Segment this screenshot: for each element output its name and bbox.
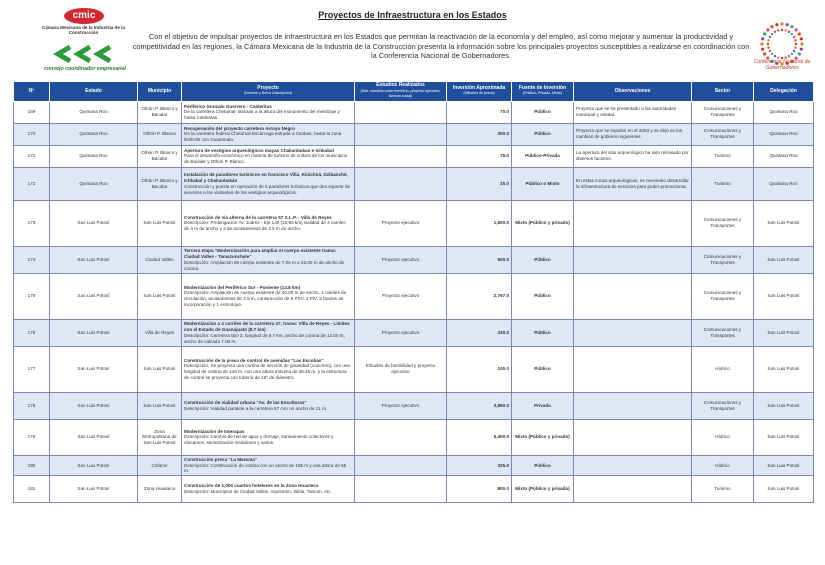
project-description: De la carretera federal Chetumal Escárcega entrada a Caobas, hasta la zona limítrofe con Guatemala. xyxy=(184,131,342,143)
cell-num: 176 xyxy=(14,319,50,346)
cell-sector: Hídrico xyxy=(692,455,754,475)
cell-estado: San Luis Potosí xyxy=(50,455,138,475)
col-delegacion: Delegación xyxy=(754,82,814,102)
table-row xyxy=(14,200,814,246)
cell-estado: Quintana Roo xyxy=(50,101,138,123)
cell-proyecto xyxy=(182,123,355,145)
table-row xyxy=(14,476,814,503)
project-title: Modernización de Interapas xyxy=(184,428,245,434)
cell-proyecto xyxy=(182,273,355,319)
col-estado: Estado xyxy=(50,82,138,102)
project-description: Descripción: Vialidad paralela a la carretera 57 con un ancho de 21 m. xyxy=(184,405,328,411)
table-row xyxy=(14,273,814,319)
cell-inversion: 330.0 xyxy=(447,319,512,346)
table-row xyxy=(14,346,814,392)
cell-proyecto xyxy=(182,246,355,273)
cell-municipio: Cofarce xyxy=(138,455,182,475)
project-title: Construcción de la presa de control de avenidas "Las Escobas" xyxy=(184,357,324,363)
cell-proyecto xyxy=(182,455,355,475)
cell-municipio: Villa de Reyes xyxy=(138,319,182,346)
cell-estudios xyxy=(355,419,447,455)
cell-municipio: Othón P. Blanco y Bacalar xyxy=(138,167,182,200)
cell-observaciones xyxy=(574,319,692,346)
project-description: Descripción: Prolongación Av. Juárez - Eje 140 (10.90 km) vialidad de 4 carriles de 4 m de ancho y 2 de acotamientos de 2.5 m de ancho. xyxy=(184,220,346,232)
cell-sector: Hídrico xyxy=(692,346,754,392)
cell-sector: Turismo xyxy=(692,167,754,200)
cell-delegacion: Quintana Roo xyxy=(754,145,814,167)
cell-estudios: Proyecto ejecutivo xyxy=(355,392,447,419)
cell-observaciones xyxy=(574,419,692,455)
cell-sector: Comunicaciones y Transportes xyxy=(692,273,754,319)
cell-inversion: 800.0 xyxy=(447,476,512,503)
cell-estado: San Luis Potosí xyxy=(50,419,138,455)
project-title: Recuperación del proyecto carretero Arroyo Negro xyxy=(184,125,295,131)
cmic-logo-mark: cmic xyxy=(64,8,104,24)
cell-inversion: 2,767.0 xyxy=(447,273,512,319)
project-description: Construcción y puesta en operación de 5 paradores turísticos que den soporte de servicios a los visitantes de los vestigios arqueológicos. xyxy=(184,183,350,195)
cell-inversion: 325.0 xyxy=(447,455,512,475)
project-description: De la carretera Chetumal- Bacalar a la altura del monumento del mestizaje y hasta Calderitas. xyxy=(184,109,340,121)
project-title: Tercera etapa "Modernización para ampliar el cuerpo existente tramo: Ciudad Valles - Tamazunchale" xyxy=(184,248,337,259)
col-num: Nº xyxy=(14,82,50,102)
cell-sector: Comunicaciones y Transportes xyxy=(692,319,754,346)
project-description: Descripción: Ampliación de cuerpo existente de 40.00 m de ancho, 4 carriles de circulación, acotamientos de 2.5 m, construcción de 5 PSV, 1 PIV, 2 brazos de incorporación y 1 entronque. xyxy=(184,290,347,308)
cell-proyecto xyxy=(182,392,355,419)
cell-estudios: Estudios de factibilidad y proyecto ejecutivo xyxy=(355,346,447,392)
cell-estudios xyxy=(355,455,447,475)
cell-sector: Comunicaciones y Transportes xyxy=(692,123,754,145)
cell-municipio: Zona Metropolitana de San Luis Potosí xyxy=(138,419,182,455)
cell-inversion: 300.0 xyxy=(447,123,512,145)
cell-num: 177 xyxy=(14,346,50,392)
cell-inversion: 70.0 xyxy=(447,101,512,123)
project-description: Para el desarrollo económico en materia de turismo de cultura de los municipios de Bacalar y Othón P. Blanco. xyxy=(184,153,348,165)
col-municipio: Municipio xyxy=(138,82,182,102)
cell-num: 169 xyxy=(14,101,50,123)
cell-estudios xyxy=(355,101,447,123)
cell-observaciones xyxy=(574,476,692,503)
cell-fuente: Público xyxy=(512,246,574,273)
cell-proyecto xyxy=(182,145,355,167)
projects-table xyxy=(13,81,814,503)
cell-num: 178 xyxy=(14,392,50,419)
cell-sector: Turismo xyxy=(692,476,754,503)
cell-observaciones xyxy=(574,200,692,246)
cell-fuente: Público xyxy=(512,455,574,475)
cell-sector: Turismo xyxy=(692,145,754,167)
cell-num: 175 xyxy=(14,273,50,319)
cell-municipio: San Luis Potosí xyxy=(138,200,182,246)
cell-inversion: 75.0 xyxy=(447,145,512,167)
cell-estudios: Proyecto ejecutivo xyxy=(355,246,447,273)
cell-estudios xyxy=(355,123,447,145)
cell-municipio: San Luis Potosí xyxy=(138,392,182,419)
cell-observaciones: En estas zonas arqueológicas, es necesario desarrollar la infraestructura de servicios para poder promocionar. xyxy=(574,167,692,200)
project-description: Descripción: Municipios de Ciudad Valles, Aquismón, Xilitla, Tamuín, etc. xyxy=(184,489,332,495)
table-row xyxy=(14,246,814,273)
table-row xyxy=(14,145,814,167)
project-title: Construcción de vía alterna de la carretera 57 S.L.P. - Villa de Reyes xyxy=(184,214,332,220)
cell-delegacion: San Luis Potosí xyxy=(754,200,814,246)
cell-sector: Comunicaciones y Transportes xyxy=(692,246,754,273)
project-title: Apertura de vestigios arqueológicos mayas Chakanbakan e Ichkabal xyxy=(184,147,334,153)
project-title: Modernización del Periférico Sur - Poniente (13.8 km) xyxy=(184,284,301,290)
cell-estado: San Luis Potosí xyxy=(50,200,138,246)
table-row xyxy=(14,319,814,346)
cell-estudios xyxy=(355,145,447,167)
table-row xyxy=(14,167,814,200)
cell-num: 172 xyxy=(14,167,50,200)
table-row xyxy=(14,392,814,419)
cell-delegacion: San Luis Potosí xyxy=(754,319,814,346)
project-title: Construcción presa "La Maroma" xyxy=(184,456,258,462)
cell-proyecto xyxy=(182,167,355,200)
cell-inversion: 500.0 xyxy=(447,246,512,273)
cell-municipio: San Luis Potosí xyxy=(138,273,182,319)
cell-observaciones: Proyecto que se impulsó en el 2003 y se dejó en los cambios de gobierno siguientes. xyxy=(574,123,692,145)
cell-num: 181 xyxy=(14,476,50,503)
cell-fuente: Público xyxy=(512,346,574,392)
project-description: Descripción: Ampliación de cuerpo existente de 7.00 m a 22.00 m de ancho de corona. xyxy=(184,259,345,271)
col-estudios: Estudios Realizados (MIA, estudios costo beneficio, proyecto ejecutivo, licencia social) xyxy=(355,82,447,102)
cell-num: 171 xyxy=(14,145,50,167)
cell-estado: San Luis Potosí xyxy=(50,246,138,273)
cell-inversion: 100.0 xyxy=(447,346,512,392)
project-title: Periférico Gonzalo Guerrero - Calderitas xyxy=(184,103,272,109)
cell-sector: Hídrico xyxy=(692,419,754,455)
ccc-logo-icon xyxy=(50,44,118,64)
cell-municipio: San Luis Potosí xyxy=(138,346,182,392)
cell-inversion: 1,600.0 xyxy=(447,200,512,246)
cell-estudios: Proyecto ejecutivo xyxy=(355,200,447,246)
cell-delegacion: San Luis Potosí xyxy=(754,419,814,455)
cell-fuente: Privado xyxy=(512,392,574,419)
cell-estado: San Luis Potosí xyxy=(50,319,138,346)
cell-inversion: 3,850.0 xyxy=(447,392,512,419)
cell-municipio: Othón P. Blanco y Bacalar xyxy=(138,101,182,123)
table-header-row xyxy=(14,82,814,102)
cell-fuente: Mixto (Público y privado) xyxy=(512,476,574,503)
table-row xyxy=(14,455,814,475)
cell-observaciones xyxy=(574,346,692,392)
cell-estudios: Proyecto ejecutivo xyxy=(355,273,447,319)
cell-proyecto xyxy=(182,476,355,503)
cell-fuente: Mixto (Público y privado) xyxy=(512,419,574,455)
cell-observaciones: Proyecto que se ha presentado a las autoridades municipal y estatal. xyxy=(574,101,692,123)
cell-estado: Quintana Roo xyxy=(50,145,138,167)
cell-delegacion: San Luis Potosí xyxy=(754,476,814,503)
cell-num: 170 xyxy=(14,123,50,145)
cell-delegacion: Quintana Roo xyxy=(754,101,814,123)
page-title: Proyectos de Infraestructura en los Estados xyxy=(318,10,507,20)
project-title: Modernización a 4 carriles de la carretera 37, tramo: Villa de Reyes - Límites con el Estado de Guanajuato (8.7 km) xyxy=(184,321,350,332)
col-observaciones: Observaciones xyxy=(574,82,692,102)
cell-municipio: Ciudad Valles xyxy=(138,246,182,273)
cell-inversion: 5,400.0 xyxy=(447,419,512,455)
col-sector: Sector xyxy=(692,82,754,102)
cell-proyecto xyxy=(182,319,355,346)
cell-delegacion: San Luis Potosí xyxy=(754,392,814,419)
cell-fuente: Público xyxy=(512,123,574,145)
cell-delegacion: Quintana Roo xyxy=(754,123,814,145)
cell-inversion: 25.0 xyxy=(447,167,512,200)
cell-estado: Quintana Roo xyxy=(50,123,138,145)
cell-observaciones: La apertura del sitio arqueológico ha sido retrasado por diversos factores. xyxy=(574,145,692,167)
cell-num: 174 xyxy=(14,246,50,273)
cell-sector: Comunicaciones y Transportes xyxy=(692,392,754,419)
cell-num: 180 xyxy=(14,455,50,475)
cell-fuente: Público xyxy=(512,273,574,319)
table-row xyxy=(14,123,814,145)
cell-fuente: Público xyxy=(512,319,574,346)
conago-logo-text: Conferencia Nacional de Gobernadores xyxy=(753,59,811,71)
cell-estudios: Proyecto ejecutivo xyxy=(355,319,447,346)
project-title: Construcción de vialidad urbana "Av. de las Esculturas" xyxy=(184,399,307,405)
cell-estado: San Luis Potosí xyxy=(50,346,138,392)
cell-num: 173 xyxy=(14,200,50,246)
cell-delegacion: San Luis Potosí xyxy=(754,246,814,273)
cell-estudios xyxy=(355,476,447,503)
col-fuente: Fuente de Inversión (Público, Privado, Mixto) xyxy=(512,82,574,102)
cell-sector: Comunicaciones y Transportes xyxy=(692,101,754,123)
cell-delegacion: San Luis Potosí xyxy=(754,455,814,475)
cell-municipio: Othón P. Blanco y Bacalar xyxy=(138,145,182,167)
table-row xyxy=(14,101,814,123)
cell-fuente: Público o Mixto xyxy=(512,167,574,200)
cell-observaciones xyxy=(574,455,692,475)
cell-fuente: Público-Privada xyxy=(512,145,574,167)
col-inversion: Inversión Aproximada (Millones de pesos) xyxy=(447,82,512,102)
cell-observaciones xyxy=(574,246,692,273)
cell-fuente: Público xyxy=(512,101,574,123)
project-title: Instalación de paradores turísticos en francisco Villa, Kinichná, Dzibanché, Ichkabal y Chakanbakán xyxy=(184,172,348,183)
project-description: Descripción: Construcción de cortina con un ancho de 185 m y una altura de 55 m. xyxy=(184,462,347,474)
cell-municipio: Othón P. Blanco xyxy=(138,123,182,145)
cell-proyecto xyxy=(182,101,355,123)
cell-delegacion: San Luis Potosí xyxy=(754,273,814,319)
cell-estado: San Luis Potosí xyxy=(50,273,138,319)
cell-observaciones xyxy=(574,392,692,419)
project-description: Descripción: Cambio de red de agua y drenaje, saneamiento colectores y cárcamos, sectorización medidores y varios. xyxy=(184,434,334,446)
cell-proyecto xyxy=(182,200,355,246)
cell-delegacion: Quintana Roo xyxy=(754,167,814,200)
cell-estudios xyxy=(355,167,447,200)
ccc-logo-subtitle: consejo coordinador empresarial xyxy=(44,66,126,72)
cmic-logo-subtitle: Cámara Mexicana de la Industria de la Construcción xyxy=(42,25,125,36)
cell-estado: San Luis Potosí xyxy=(50,392,138,419)
cell-proyecto xyxy=(182,346,355,392)
cell-estado: San Luis Potosí xyxy=(50,476,138,503)
col-proyecto: Proyecto (Nombre y Breve Descripción) xyxy=(182,82,355,102)
cell-estado: Quintana Roo xyxy=(50,167,138,200)
cell-observaciones xyxy=(574,273,692,319)
cell-fuente: Mixto (Público y privado) xyxy=(512,200,574,246)
cell-proyecto xyxy=(182,419,355,455)
cell-delegacion: San Luis Potosí xyxy=(754,346,814,392)
table-row xyxy=(14,419,814,455)
cell-num: 179 xyxy=(14,419,50,455)
project-description: Descripción: Carretera tipo 2, longitud de 8.7 km, ancho de corona de 12.00 m, ancho de calzada 7.00 m. xyxy=(184,332,345,344)
cell-sector: Comunicaciones y Transportes xyxy=(692,200,754,246)
project-title: Construcción de 1,000 cuartos hoteleros en la Zona Huasteca xyxy=(184,483,319,489)
project-description: Descripción: Se proyecta una cortina de sección de gravedad (concreto), con una longitud de cortina de 140 m, con una altura máxima de 36.45 m, y la estructura de control se proyecta con tubería de 18" de diámetro. xyxy=(184,363,350,381)
cell-municipio: Zona Huasteca xyxy=(138,476,182,503)
page-intro: Con el objetivo de impulsar proyectos de infraestructura en los Estados que permitan la reactivación de la economía y del empleo, así como mejorar y aumentar la productividad y competitividad en las regiones, la Cámara Mexicana de la Industria de la Construcción presenta la información sobre los principales proyectos susceptibles a realizarse en coordinación con la Conferencia Nacional de Gobernadores. xyxy=(132,32,750,60)
